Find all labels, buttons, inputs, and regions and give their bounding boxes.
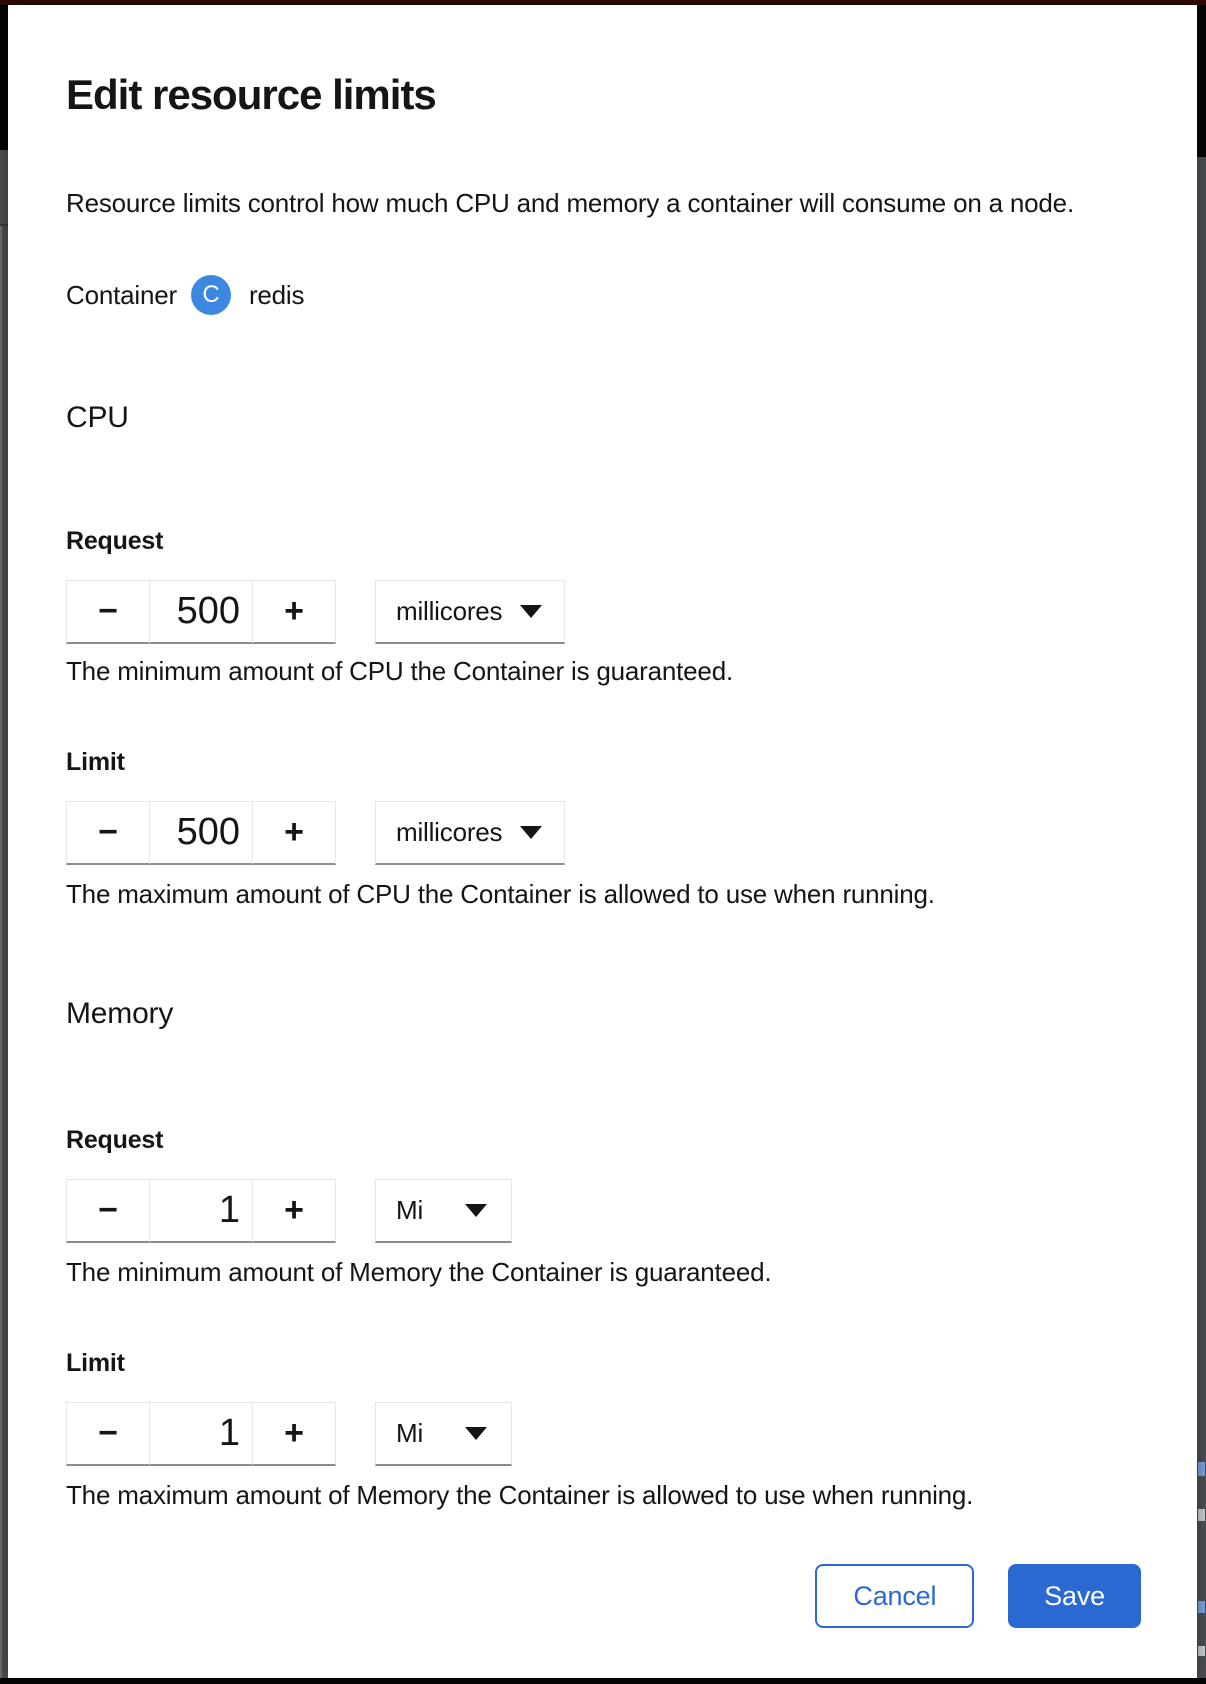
memory-request-label: Request	[66, 1126, 164, 1154]
cpu-request-unit-dropdown[interactable]	[375, 580, 565, 644]
cancel-button[interactable]: Cancel	[815, 1564, 974, 1628]
memory-request-increment-button[interactable]: +	[252, 1179, 336, 1243]
memory-limit-stepper	[66, 1402, 336, 1466]
background-left-edge-highlight	[0, 226, 2, 1678]
cpu-limit-row	[66, 801, 1141, 865]
background-right-text-fragment	[1198, 1462, 1205, 1476]
background-right-panel	[1197, 157, 1206, 1678]
cpu-request-row	[66, 580, 1141, 644]
cpu-limit-unit-value: millicores	[396, 817, 503, 847]
memory-request-helper-text: The minimum amount of Memory the Container is guaranteed.	[66, 1257, 772, 1287]
section-heading-memory: Memory	[66, 997, 174, 1030]
dialog-footer	[66, 1564, 1141, 1628]
chevron-down-icon	[465, 1427, 487, 1440]
cpu-request-unit-value: millicores	[396, 596, 503, 626]
section-heading-cpu: CPU	[66, 401, 129, 434]
memory-request-unit-dropdown[interactable]	[375, 1179, 512, 1243]
background-bottom-strip	[0, 1678, 1206, 1684]
cpu-limit-helper-text: The maximum amount of CPU the Container is allowed to use when running.	[66, 879, 935, 909]
memory-limit-row	[66, 1402, 1141, 1466]
save-button[interactable]: Save	[1008, 1564, 1141, 1628]
background-right-text-fragment	[1198, 1601, 1205, 1613]
container-name: redis	[248, 279, 305, 310]
container-badge-icon: C	[191, 275, 231, 315]
cpu-limit-decrement-button[interactable]: −	[66, 801, 150, 865]
memory-request-unit-value: Mi	[396, 1195, 424, 1225]
cpu-limit-increment-button[interactable]: +	[252, 801, 336, 865]
background-right-text-fragment	[1198, 1646, 1205, 1656]
container-row	[66, 273, 1141, 317]
memory-request-stepper	[66, 1179, 336, 1243]
memory-limit-label: Limit	[66, 1349, 125, 1377]
cpu-request-label: Request	[66, 527, 164, 555]
chevron-down-icon	[520, 826, 542, 839]
cpu-request-increment-button[interactable]: +	[252, 580, 336, 644]
background-left-masthead	[0, 5, 8, 150]
chevron-down-icon	[465, 1204, 487, 1217]
memory-limit-increment-button[interactable]: +	[252, 1402, 336, 1466]
cpu-limit-unit-dropdown[interactable]	[375, 801, 565, 865]
memory-limit-helper-text: The maximum amount of Memory the Container is allowed to use when running.	[66, 1480, 974, 1510]
cpu-request-value-input[interactable]	[149, 580, 253, 644]
cpu-request-stepper	[66, 580, 336, 644]
background-right-masthead	[1197, 5, 1206, 157]
background-right-text-fragment	[1198, 1509, 1205, 1521]
memory-limit-unit-value: Mi	[396, 1418, 424, 1448]
container-label: Container	[66, 279, 177, 310]
memory-limit-decrement-button[interactable]: −	[66, 1402, 150, 1466]
cpu-limit-label: Limit	[66, 748, 125, 776]
memory-request-value-input[interactable]	[149, 1179, 253, 1243]
edit-resource-limits-dialog	[8, 5, 1197, 1678]
memory-limit-value-input[interactable]	[149, 1402, 253, 1466]
chevron-down-icon	[520, 605, 542, 618]
memory-limit-unit-dropdown[interactable]	[375, 1402, 512, 1466]
cpu-request-helper-text: The minimum amount of CPU the Container is guaranteed.	[66, 656, 733, 686]
cpu-limit-stepper	[66, 801, 336, 865]
dialog-title: Edit resource limits	[66, 71, 436, 118]
dialog-description: Resource limits control how much CPU and memory a container will consume on a node.	[66, 188, 1074, 218]
cpu-limit-value-input[interactable]	[149, 801, 253, 865]
memory-request-decrement-button[interactable]: −	[66, 1179, 150, 1243]
cpu-request-decrement-button[interactable]: −	[66, 580, 150, 644]
memory-request-row	[66, 1179, 1141, 1243]
